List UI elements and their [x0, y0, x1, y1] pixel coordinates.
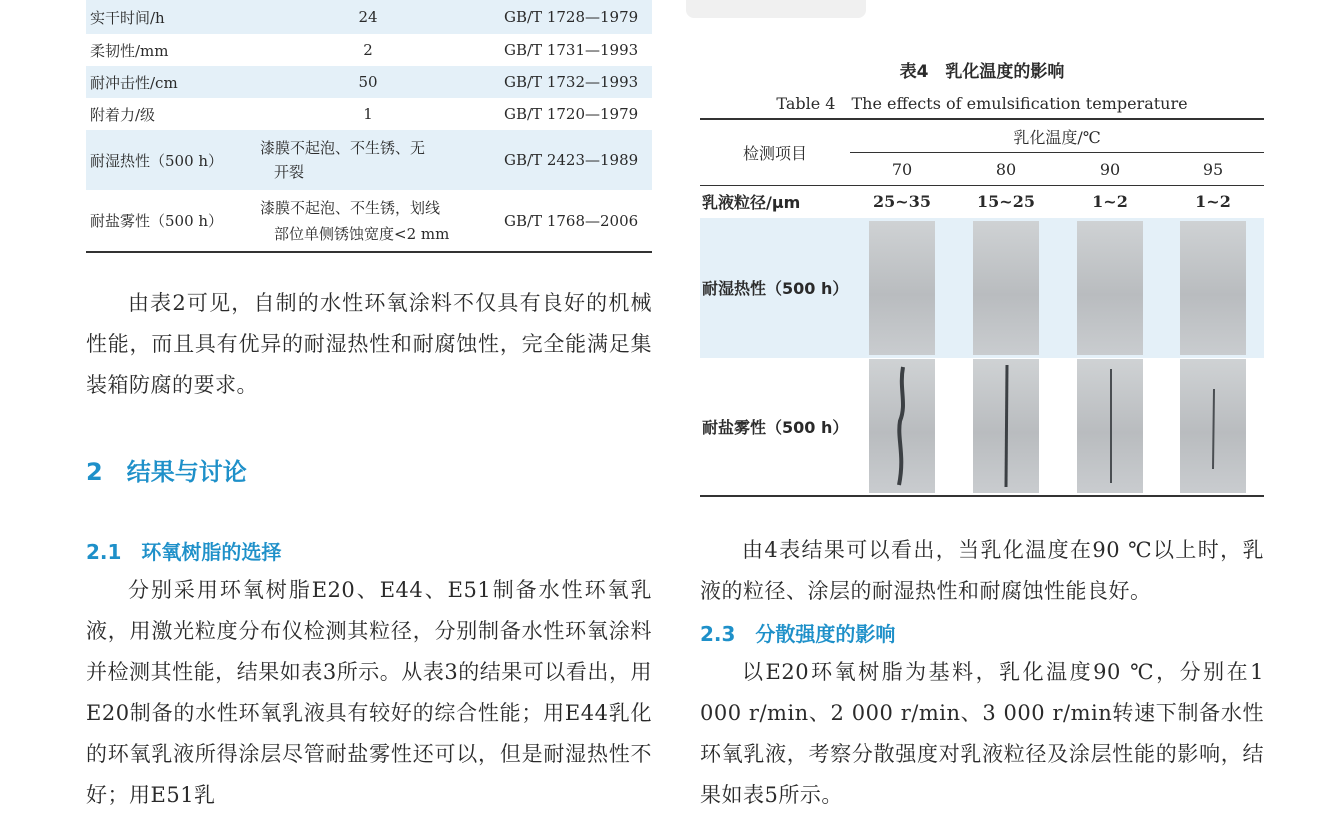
table-row — [86, 0, 652, 34]
table-cell: GB/T 2423—1989 — [480, 130, 652, 190]
header-cell: 70 — [850, 153, 954, 186]
table-cell: 附着力/级 — [90, 105, 156, 124]
table-cell: 柔韧性/mm — [90, 41, 169, 60]
table-cell: GB/T 1728—1979 — [480, 0, 652, 34]
row-label: 耐湿热性（500 h） — [700, 218, 850, 358]
subsection-heading: 2.1 环氧树脂的选择 — [86, 540, 282, 564]
table-cell: 15~25 — [977, 192, 1035, 212]
table-row — [700, 218, 1264, 358]
table-cell: 1~2 — [1092, 192, 1128, 212]
table-cell — [850, 218, 954, 358]
humidity-test-panel-image — [973, 221, 1039, 355]
table-cell: 耐盐雾性（500 h） — [86, 190, 256, 252]
table-row — [86, 98, 652, 130]
cell-line: 漆膜不起泡、不生锈、无 — [260, 139, 426, 157]
table-cell: 实干时间/h — [86, 0, 256, 34]
table-cell — [256, 130, 480, 190]
table-cell: 1 — [363, 105, 373, 123]
table-2-fragment — [86, 0, 652, 253]
table-title: 表4 乳化温度的影响 — [899, 62, 1065, 82]
table-cell: GB/T 1768—2006 — [480, 190, 652, 252]
table-cell — [954, 358, 1058, 496]
salt-spray-test-panel-image — [1180, 359, 1246, 493]
table-cell: 24 — [256, 0, 480, 34]
humidity-test-panel-image — [1077, 221, 1143, 355]
row-label: 乳液粒径/μm — [702, 193, 801, 213]
table-cell: 1~2 — [1195, 192, 1231, 212]
table-4 — [700, 118, 1264, 497]
humidity-test-panel-image — [1180, 221, 1246, 355]
header-cell: 80 — [954, 153, 1058, 186]
table-row — [86, 130, 652, 190]
subsection-heading: 2.3 分散强度的影响 — [700, 622, 896, 646]
table-row — [86, 34, 652, 66]
table-cell — [1162, 218, 1264, 358]
row-label: 耐盐雾性（500 h） — [700, 358, 850, 496]
table-row — [86, 190, 652, 252]
page-tab-decoration — [686, 0, 866, 18]
header-cell: 95 — [1162, 153, 1264, 186]
salt-spray-test-panel-image — [973, 359, 1039, 493]
table-cell: 耐湿热性（500 h） — [86, 130, 256, 190]
table-row — [86, 66, 652, 98]
table-cell — [256, 190, 480, 252]
paragraph: 由表2可见，自制的水性环氧涂料不仅具有良好的机械性能，而且具有优异的耐湿热性和耐腐蚀性，完全能满足集装箱防腐的要求。 — [86, 291, 652, 397]
paragraph: 由4表结果可以看出，当乳化温度在90 ℃以上时，乳液的粒径、涂层的耐湿热性和耐腐蚀性能良好。 — [700, 538, 1264, 603]
header-cell-temperature: 乳化温度/℃ — [850, 119, 1264, 153]
table-cell: 耐冲击性/cm — [86, 66, 256, 98]
header-cell-item: 检测项目 — [700, 119, 850, 186]
paragraph: 以E20环氧树脂为基料，乳化温度90 ℃，分别在1 000 r/min、2 000 r/min、3 000 r/min转速下制备水性环氧乳液，考察分散强度对乳液粒径及涂层性能的影响，结果如表5所示。 — [700, 660, 1264, 807]
table-cell — [1058, 218, 1162, 358]
cell-line: 部位单侧锈蚀宽度<2 mm — [274, 224, 450, 243]
table-cell: 2 — [363, 41, 373, 59]
header-cell: 90 — [1058, 153, 1162, 186]
cell-line: 开裂 — [274, 163, 305, 181]
table-cell: 25~35 — [873, 192, 931, 212]
table-cell — [954, 218, 1058, 358]
section-heading: 2 结果与讨论 — [86, 458, 247, 486]
corrosion-scratch-image — [869, 359, 935, 493]
salt-spray-test-panel-image — [869, 359, 935, 493]
corrosion-scratch-image — [973, 359, 1039, 493]
table-header-row — [700, 119, 1264, 153]
table-row — [700, 358, 1264, 496]
table-cell — [1162, 358, 1264, 496]
table-cell: 50 — [256, 66, 480, 98]
table-title-english: Table 4 The effects of emulsification temperature — [776, 94, 1188, 113]
table-cell: GB/T 1720—1979 — [504, 105, 639, 123]
corrosion-scratch-image — [1077, 359, 1143, 493]
table-row — [700, 186, 1264, 218]
humidity-test-panel-image — [869, 221, 935, 355]
table-cell: GB/T 1731—1993 — [504, 41, 639, 59]
corrosion-scratch-image — [1180, 359, 1246, 493]
table-cell — [850, 358, 954, 496]
table-cell — [1058, 358, 1162, 496]
cell-line: 漆膜不起泡、不生锈，划线 — [260, 198, 441, 217]
salt-spray-test-panel-image — [1077, 359, 1143, 493]
paragraph: 分别采用环氧树脂E20、E44、E51制备水性环氧乳液，用激光粒度分布仪检测其粒径，分别制备水性环氧涂料并检测其性能，结果如表3所示。从表3的结果可以看出，用E20制备的水性环氧乳液具有较好的综合性能；用E44乳化的环氧乳液所得涂层尽管耐盐雾性还可以，但是耐湿热性不好；用E51乳 — [86, 578, 652, 807]
table-cell: GB/T 1732—1993 — [480, 66, 652, 98]
